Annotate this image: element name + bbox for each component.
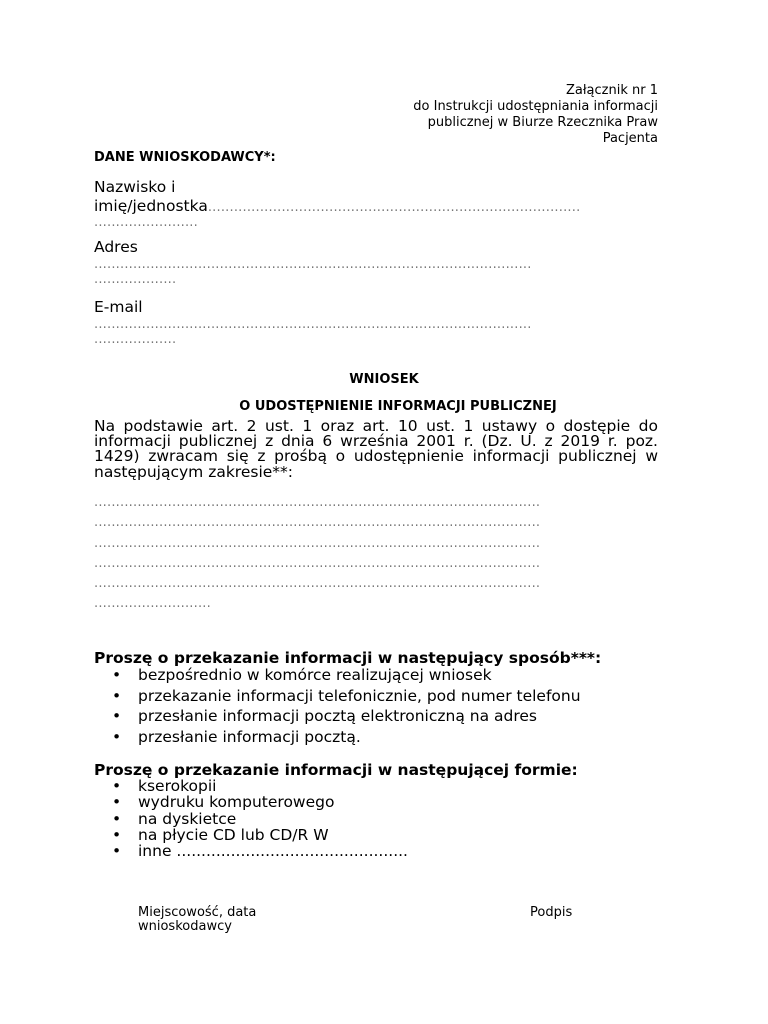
- scope-line: .......................................................................................................: [94, 535, 541, 551]
- name-field: [94, 179, 660, 230]
- applicant-section-title: DANE WNIOSKODAWCY*:: [94, 150, 276, 165]
- scope-line: ...........................: [94, 596, 211, 612]
- address-fill-line: .....................................................................................................: [94, 257, 532, 272]
- format-list: [112, 778, 408, 859]
- delivery-method-heading: Proszę o przekazanie informacji w następujący sposób***:: [94, 649, 602, 667]
- list-item: • przesłanie informacji pocztą.: [112, 727, 581, 748]
- list-item: • inne ...............................................: [112, 843, 408, 859]
- scope-line: .......................................................................................................: [94, 515, 541, 531]
- email-label: E-mail: [94, 298, 143, 316]
- address-fill-line-2: ...................: [94, 272, 177, 287]
- email-fill-line: .....................................................................................................: [94, 317, 532, 332]
- email-field: [94, 299, 660, 347]
- list-item: • wydruku komputerowego: [112, 794, 408, 810]
- attachment-number: Załącznik nr 1: [565, 83, 658, 98]
- list-item: • przekazanie informacji telefonicznie, pod numer telefonu: [112, 686, 581, 707]
- delivery-method-list: [112, 665, 581, 747]
- scope-lines: [94, 493, 660, 615]
- name-fill-line: ......................................................................................: [207, 200, 581, 215]
- request-body: Na podstawie art. 2 ust. 1 oraz art. 10 ust. 1 ustawy o dostępie do informacji publicznej z dnia 6 września 2001 r. (Dz. U. z 2019 r. poz. 1429) zwracam się z prośbą o udostępnienie informacji publicznej w następującym zakresie**:: [94, 417, 658, 481]
- name-label-line-1: Nazwisko i: [94, 178, 176, 196]
- list-item: • na dyskietce: [112, 811, 408, 827]
- list-item: • bezpośrednio w komórce realizującej wniosek: [112, 665, 581, 686]
- name-label-line-2: imię/jednostka: [94, 197, 208, 215]
- address-label: Adres: [94, 238, 138, 256]
- request-subtitle: O UDOSTĘPNIENIE INFORMACJI PUBLICZNEJ: [239, 399, 557, 414]
- list-item: • kserokopii: [112, 778, 408, 794]
- email-fill-line-2: ...................: [94, 332, 177, 347]
- address-field: [94, 239, 660, 287]
- scope-line: .......................................................................................................: [94, 495, 541, 510]
- list-item: • na płycie CD lub CD/R W: [112, 827, 408, 843]
- attachment-line-4: Pacjenta: [602, 131, 658, 146]
- place-date-label: Miejscowość, data wnioskodawcy: [138, 905, 257, 934]
- attachment-header: [413, 83, 658, 147]
- format-heading: Proszę o przekazanie informacji w następującej formie:: [94, 761, 578, 779]
- scope-line: .......................................................................................................: [94, 576, 541, 592]
- list-item: • przesłanie informacji pocztą elektroniczną na adres: [112, 706, 581, 727]
- name-fill-line-2: ........................: [94, 215, 198, 230]
- signature-label: Podpis: [530, 905, 573, 920]
- attachment-line-2: do Instrukcji udostępniania informacji: [413, 99, 658, 114]
- attachment-line-3: publicznej w Biurze Rzecznika Praw: [427, 115, 658, 130]
- request-title: WNIOSEK: [349, 372, 419, 387]
- scope-line: .......................................................................................................: [94, 555, 541, 571]
